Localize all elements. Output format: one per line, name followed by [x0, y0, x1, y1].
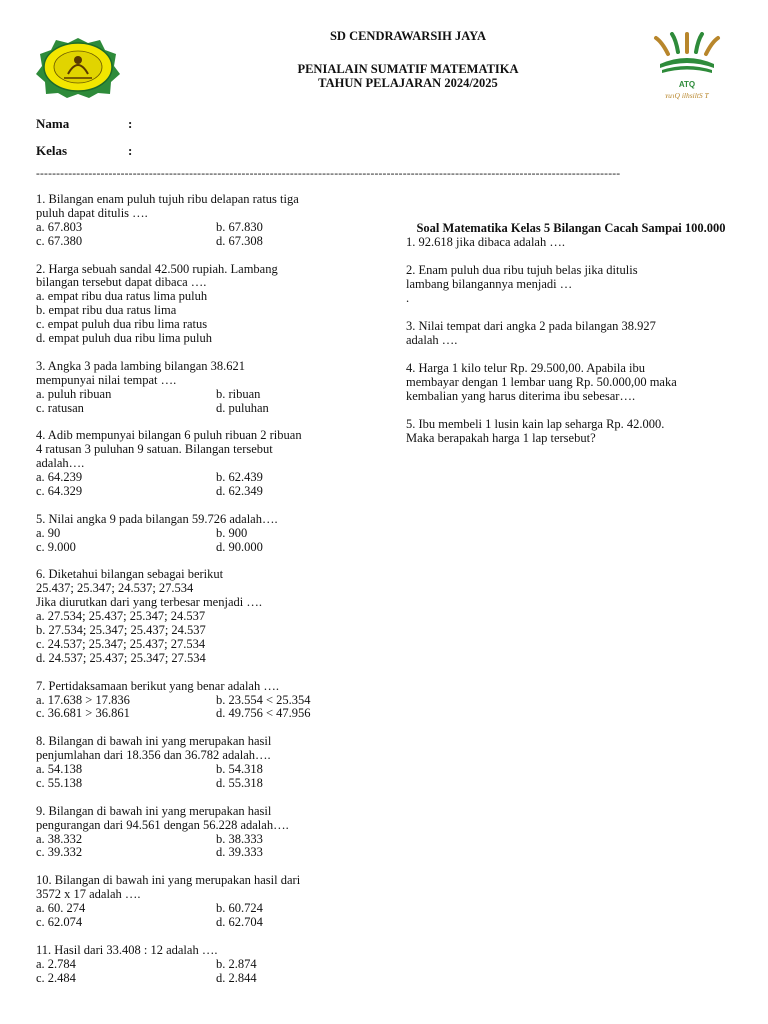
name-label: Nama: [36, 116, 70, 131]
essay-question-3: [406, 319, 736, 347]
atq-logo: [648, 32, 726, 102]
question-stem: 9. Bilangan di bawah ini yang merupakan hasil pengurangan dari 94.561 dengan 56.228 adalah….: [36, 803, 289, 832]
question-stem: 6. Diketahui bilangan sebagai berikut 25.437; 25.347; 24.537; 27.534 Jika diurutkan dari yang terbesar menjadi ….: [36, 567, 262, 610]
answer-option[interactable]: a. 54.138: [36, 762, 83, 777]
answer-options: [36, 763, 366, 791]
essay-title: Soal Matematika Kelas 5 Bilangan Cacah Sampai 100.000: [416, 221, 726, 235]
answer-option[interactable]: b. empat ribu dua ratus lima: [36, 303, 177, 318]
answer-options: [36, 290, 366, 346]
essay-question-text: 4. Harga 1 kilo telur Rp. 29.500,00. Apabila ibu membayar dengan 1 lembar uang Rp. 50.000,00 maka kembalian yang harus diterima ibu sebesar….: [406, 361, 677, 403]
question-stem: 11. Hasil dari 33.408 : 12 adalah ….: [36, 942, 218, 957]
essay-question-2: [406, 263, 736, 305]
question-stem: 2. Harga sebuah sandal 42.500 rupiah. Lambang bilangan tersebut dapat dibaca ….: [36, 261, 278, 290]
essay-question-text: 3. Nilai tempat dari angka 2 pada bilangan 38.927 adalah ….: [406, 319, 656, 347]
class-label: Kelas: [36, 143, 68, 158]
question-stem: 5. Nilai angka 9 pada bilangan 59.726 adalah….: [36, 511, 278, 526]
answer-option[interactable]: c. 24.537; 25.347; 25.437; 27.534: [36, 636, 206, 651]
school-name: SD CENDRAWARSIH JAYA: [329, 29, 487, 43]
class-colon: :: [128, 143, 133, 158]
answer-option[interactable]: c. 36.681 > 36.861: [36, 706, 130, 721]
answer-options: [36, 694, 366, 722]
answer-option[interactable]: c. empat puluh dua ribu lima ratus: [36, 317, 208, 332]
answer-option[interactable]: d. 24.537; 25.437; 25.347; 27.534: [36, 650, 206, 665]
question-8: [36, 735, 366, 791]
answer-option[interactable]: b. 23.554 < 25.354: [216, 692, 311, 707]
answer-option[interactable]: c. ratusan: [36, 400, 84, 415]
answer-options: [36, 527, 366, 555]
answer-option[interactable]: a. 38.332: [36, 831, 83, 846]
question-stem: 4. Adib mempunyai bilangan 6 puluh ribuan 2 ribuan 4 ratusan 3 puluhan 9 satuan. Bilangan tersebut adalah….: [36, 428, 302, 471]
question-stem: 8. Bilangan di bawah ini yang merupakan hasil penjumlahan dari 18.356 dan 36.782 adalah….: [36, 734, 272, 763]
question-4: [36, 429, 366, 499]
answer-options: [36, 388, 366, 416]
answer-option[interactable]: c. 39.332: [36, 845, 83, 860]
answer-options: [36, 902, 366, 930]
multiple-choice-section: [36, 193, 366, 999]
essay-question-4: [406, 361, 736, 403]
answer-option[interactable]: a. 17.638 > 17.836: [36, 692, 130, 707]
question-1: [36, 193, 366, 249]
answer-option[interactable]: a. empat ribu dua ratus lima puluh: [36, 289, 208, 304]
answer-option[interactable]: c. 62.074: [36, 914, 83, 929]
answer-option[interactable]: b. 60.724: [216, 901, 263, 916]
essay-question-text: 2. Enam puluh dua ribu tujuh belas jika ditulis lambang bilangannya menjadi … .: [406, 263, 638, 305]
answer-option[interactable]: b. 38.333: [216, 831, 263, 846]
school-year: TAHUN PELAJARAN 2024/2025: [318, 76, 498, 90]
answer-option[interactable]: a. 2.784: [36, 956, 76, 971]
answer-option[interactable]: b. 54.318: [216, 762, 263, 777]
essay-question-5: [406, 417, 736, 445]
answer-options: [36, 833, 366, 861]
divider-line: -------------------------------------------------------------------------------------------------------------------------------------------------: [36, 168, 621, 180]
answer-option[interactable]: d. 2.844: [216, 970, 257, 985]
answer-option[interactable]: d. 62.349: [216, 483, 263, 498]
answer-options: [36, 958, 366, 986]
question-7: [36, 680, 366, 722]
answer-option[interactable]: b. 900: [216, 525, 248, 540]
answer-options: [36, 471, 366, 499]
answer-option[interactable]: a. 67.803: [36, 219, 83, 234]
essay-question-text: 1. 92.618 jika dibaca adalah ….: [406, 235, 565, 249]
question-2: [36, 263, 366, 346]
answer-option[interactable]: b. 67.830: [216, 219, 263, 234]
answer-option[interactable]: d. 55.318: [216, 775, 263, 790]
answer-option[interactable]: b. 62.439: [216, 470, 263, 485]
question-11: [36, 944, 366, 986]
answer-option[interactable]: b. 27.534; 25.347; 25.437; 24.537: [36, 623, 206, 638]
essay-question-1: [406, 235, 736, 249]
question-9: [36, 805, 366, 861]
question-10: [36, 874, 366, 930]
question-stem: 1. Bilangan enam puluh tujuh ribu delapan ratus tiga puluh dapat ditulis ….: [36, 192, 299, 220]
svg-text:ʏuɿQ ilhsiltS T: ʏuɿQ ilhsiltS T: [665, 91, 709, 100]
answer-option[interactable]: d. 39.333: [216, 845, 263, 860]
answer-option[interactable]: d. 67.308: [216, 233, 263, 248]
question-5: [36, 513, 366, 555]
answer-option[interactable]: c. 64.329: [36, 483, 83, 498]
exam-title: PENIALAIN SUMATIF MATEMATIKA: [297, 62, 519, 76]
answer-option[interactable]: a. puluh ribuan: [36, 386, 112, 401]
answer-option[interactable]: b. 2.874: [216, 956, 257, 971]
question-6: [36, 568, 366, 665]
answer-option[interactable]: c. 67.380: [36, 233, 83, 248]
answer-options: [36, 221, 366, 249]
question-stem: 10. Bilangan di bawah ini yang merupakan hasil dari 3572 x 17 adalah ….: [36, 873, 301, 902]
answer-option[interactable]: c. 9.000: [36, 539, 76, 554]
atq-logo-text: ATQ: [678, 80, 696, 89]
question-stem: 3. Angka 3 pada lambing bilangan 38.621 mempunyai nilai tempat ….: [36, 358, 245, 387]
school-emblem-logo: [34, 36, 122, 98]
answer-option[interactable]: d. puluhan: [216, 400, 269, 415]
essay-question-text: 5. Ibu membeli 1 lusin kain lap seharga Rp. 42.000. Maka berapakah harga 1 lap tersebut?: [406, 417, 665, 445]
answer-option[interactable]: d. 90.000: [216, 539, 263, 554]
answer-option[interactable]: c. 55.138: [36, 775, 83, 790]
essay-section: [406, 221, 736, 459]
answer-option[interactable]: a. 64.239: [36, 470, 83, 485]
question-3: [36, 360, 366, 416]
answer-option[interactable]: a. 60. 274: [36, 901, 86, 916]
answer-option[interactable]: d. empat puluh dua ribu lima puluh: [36, 331, 213, 346]
question-stem: 7. Pertidaksamaan berikut yang benar adalah ….: [36, 678, 279, 693]
answer-option[interactable]: a. 27.534; 25.437; 25.347; 24.537: [36, 609, 206, 624]
answer-option[interactable]: c. 2.484: [36, 970, 76, 985]
answer-option[interactable]: d. 49.756 < 47.956: [216, 706, 311, 721]
name-field[interactable]: [36, 116, 132, 132]
name-colon: :: [128, 116, 133, 131]
answer-options: [36, 610, 366, 666]
answer-option[interactable]: a. 90: [36, 525, 61, 540]
answer-option[interactable]: d. 62.704: [216, 914, 263, 929]
class-field[interactable]: [36, 143, 132, 159]
answer-option[interactable]: b. ribuan: [216, 386, 261, 401]
